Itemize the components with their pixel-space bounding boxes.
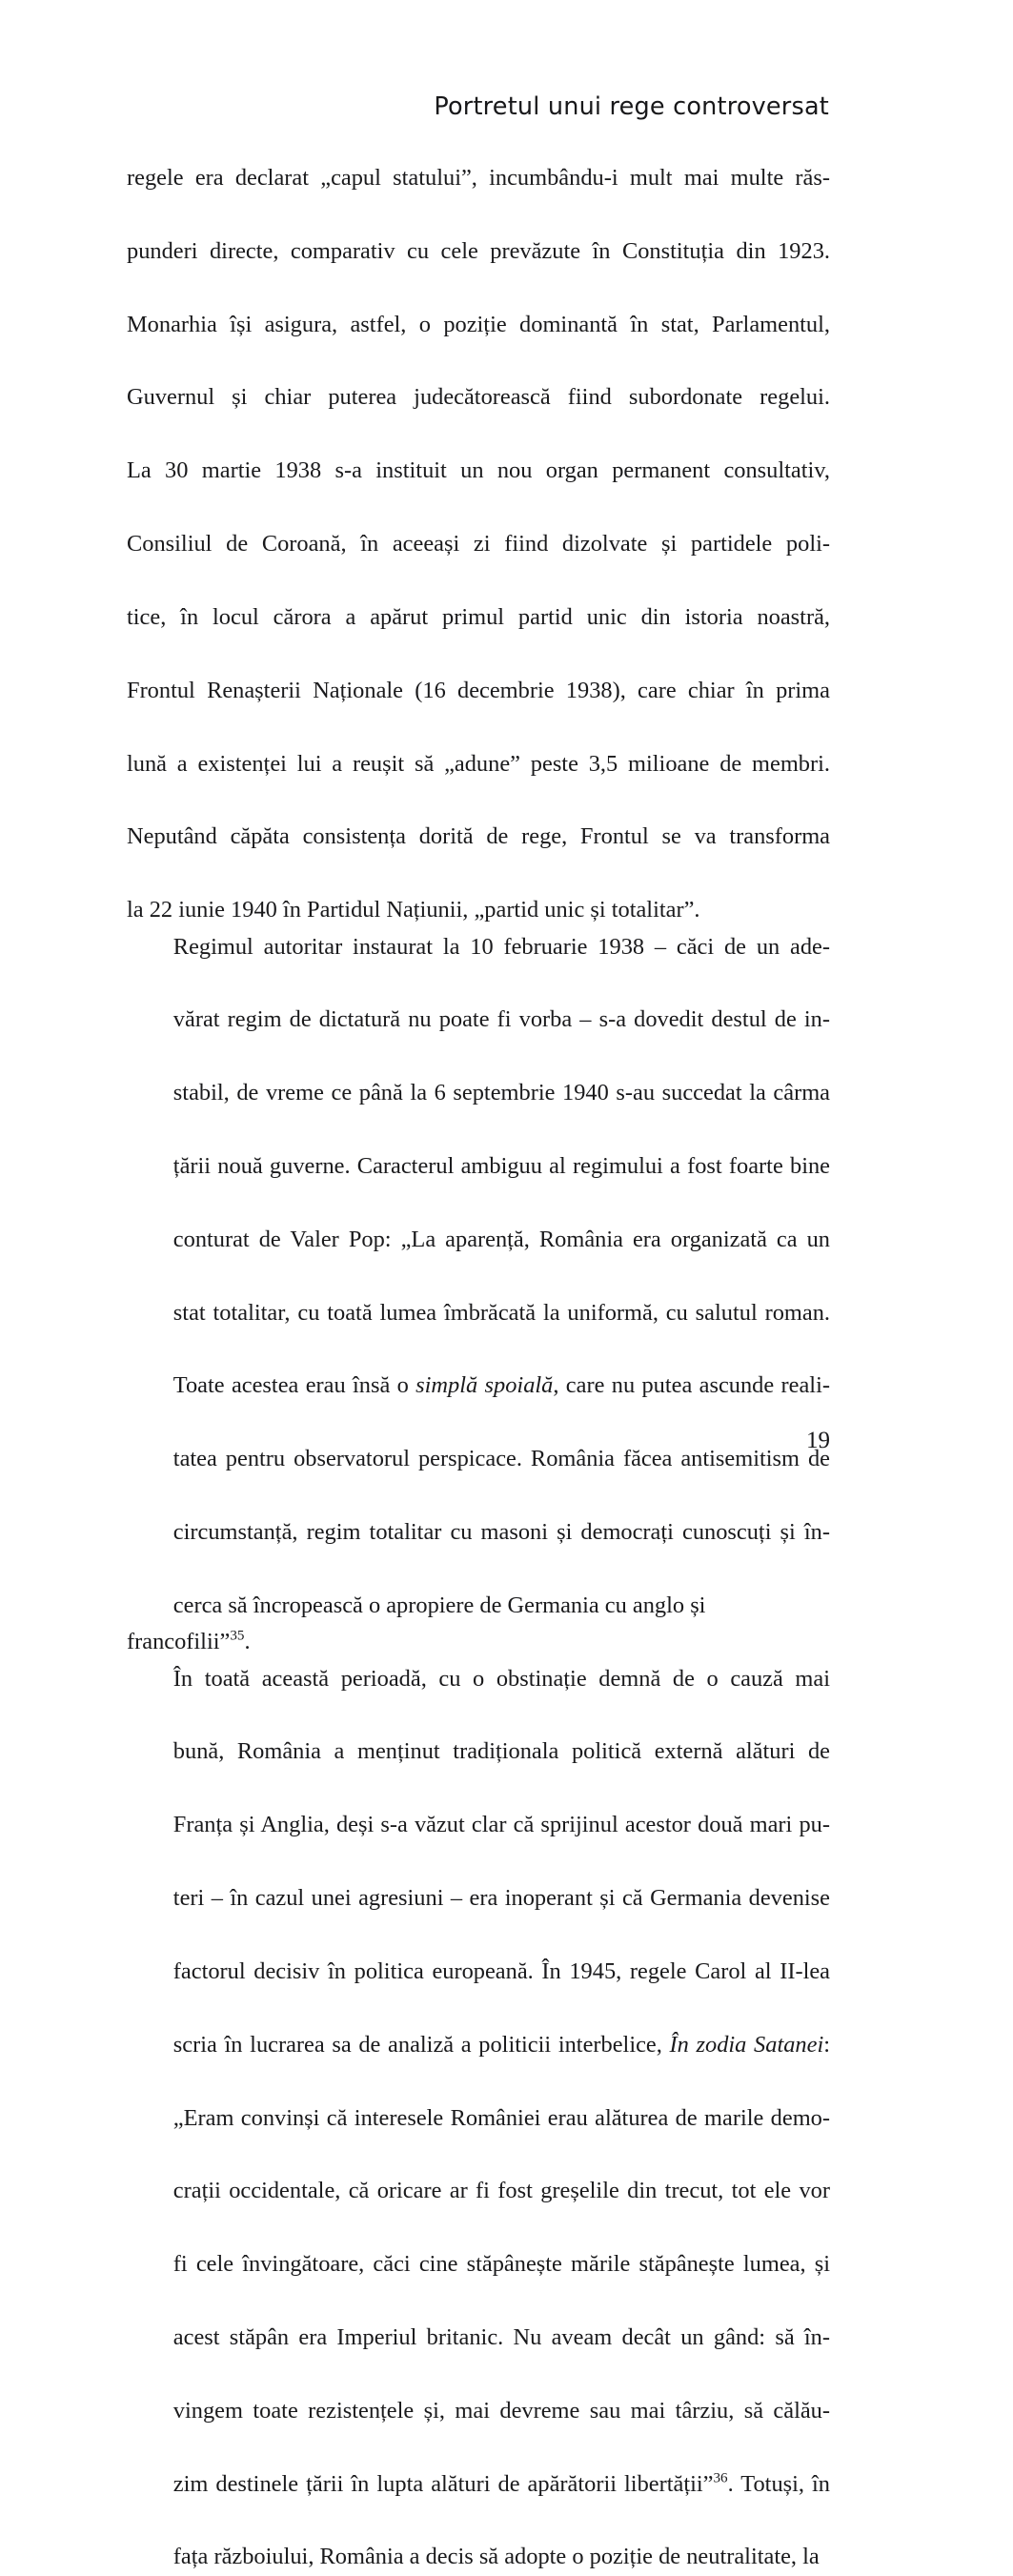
text-line: stabil, de vreme ce până la 6 septembrie 1940 s-au succedat la cârma <box>172 1080 830 1106</box>
text-line: tatea pentru observatorul perspicace. România făcea antisemitism de <box>172 1446 830 1472</box>
text-line: Consiliul de Coroană, în aceeași zi fiind dizolvate și partidele poli- <box>127 531 830 558</box>
text-line: fi cele învingătoare, căci cine stăpânește mările stăpânește lumea, și <box>172 2251 830 2278</box>
text-line: vărat regim de dictatură nu poate fi vorba – s-a dovedit destul de in- <box>172 1006 830 1033</box>
body-text-block <box>127 160 830 2576</box>
text-line: punderi directe, comparativ cu cele prevăzute în Constituția din 1923. <box>127 237 830 264</box>
paragraph <box>127 1661 830 2576</box>
text-line: stat totalitar, cu toată lumea îmbrăcată la uniformă, cu salutul roman. <box>172 1299 830 1326</box>
text-line: fața războiului, România a decis să adopte o poziție de neutralitate, la <box>172 2544 820 2570</box>
text-line: În toată această perioadă, cu o obstinație demnă de o cauză mai <box>172 1665 830 1692</box>
text-line: Monarhia își asigura, astfel, o poziție dominantă în stat, Parlamentul, <box>127 311 830 337</box>
text-line: factorul decisiv în politica europeană. În 1945, regele Carol al II-lea <box>172 1957 830 1984</box>
text-line: conturat de Valer Pop: „La aparență, România era organizată ca un <box>172 1226 830 1252</box>
page-number: 19 <box>806 1428 830 1453</box>
text-line: cerca să încropească o apropiere de Germania cu anglo și francofilii”$^{35}$. <box>127 1592 706 1655</box>
text-line: la 22 iunie 1940 în Partidul Națiunii, „partid unic și totalitar”. <box>127 897 700 923</box>
text-line: lună a existenței lui a reușit să „adune” peste 3,5 milioane de membri. <box>127 750 830 777</box>
text-line: tice, în locul cărora a apărut primul partid unic din istoria noastră, <box>127 603 830 630</box>
text-line: La 30 martie 1938 s-a instituit un nou organ permanent consultativ, <box>127 457 830 484</box>
italic-phrase: În zodia Satanei <box>669 2031 824 2058</box>
text-line: zim destinele țării în lupta alături de apărătorii libertății”$^{36}$. Totuși, în <box>172 2470 830 2497</box>
text-line: Toate acestea erau însă o simplă spoială, care nu putea ascunde reali- <box>172 1372 830 1399</box>
text-line: Regimul autoritar instaurat la 10 februarie 1938 – căci de un ade- <box>172 933 830 960</box>
text-line: „Eram convinși că interesele României erau alăturea de marile demo- <box>172 2104 830 2131</box>
text-line: circumstanță, regim totalitar cu masoni și democrați cunoscuți și în- <box>172 1519 830 1546</box>
text-line: bună, România a menținut tradiționala politică externă alături de <box>172 1738 830 1765</box>
text-line: scria în lucrarea sa de analiză a politicii interbelice, În zodia Satanei: <box>172 2031 830 2058</box>
text-line: țării nouă guverne. Caracterul ambiguu al regimului a fost foarte bine <box>172 1152 830 1179</box>
text-line: regele era declarat „capul statului”, incumbându-i mult mai multe răs- <box>127 165 830 191</box>
text-line: teri – în cazul unei agresiuni – era inoperant și că Germania devenise <box>172 1885 830 1912</box>
text-line: Guvernul și chiar puterea judecătorească fiind subordonate regelui. <box>127 384 830 411</box>
text-line: Frontul Renașterii Naționale (16 decembrie 1938), care chiar în prima <box>127 677 830 703</box>
paragraph <box>127 160 830 929</box>
footnote-marker: 36 <box>713 2470 728 2486</box>
text-line: Neputând căpăta consistența dorită de rege, Frontul se va transforma <box>127 823 830 850</box>
text-line: acest stăpân era Imperiul britanic. Nu aveam decât un gând: să în- <box>172 2323 830 2350</box>
footnote-marker: 35 <box>230 1628 245 1644</box>
text-line: crații occidentale, că oricare ar fi fost greșelile din trecut, tot ele vor <box>172 2178 830 2204</box>
text-line: Franța și Anglia, deși s-a văzut clar că sprijinul acestor două mari pu- <box>172 1812 830 1838</box>
paragraph <box>127 929 830 1661</box>
text-line: vingem toate rezistențele și, mai devreme sau mai târziu, să călău- <box>172 2397 830 2424</box>
running-head: Portretul unui rege controversat <box>434 92 829 121</box>
italic-phrase: simplă spoială <box>415 1372 554 1399</box>
